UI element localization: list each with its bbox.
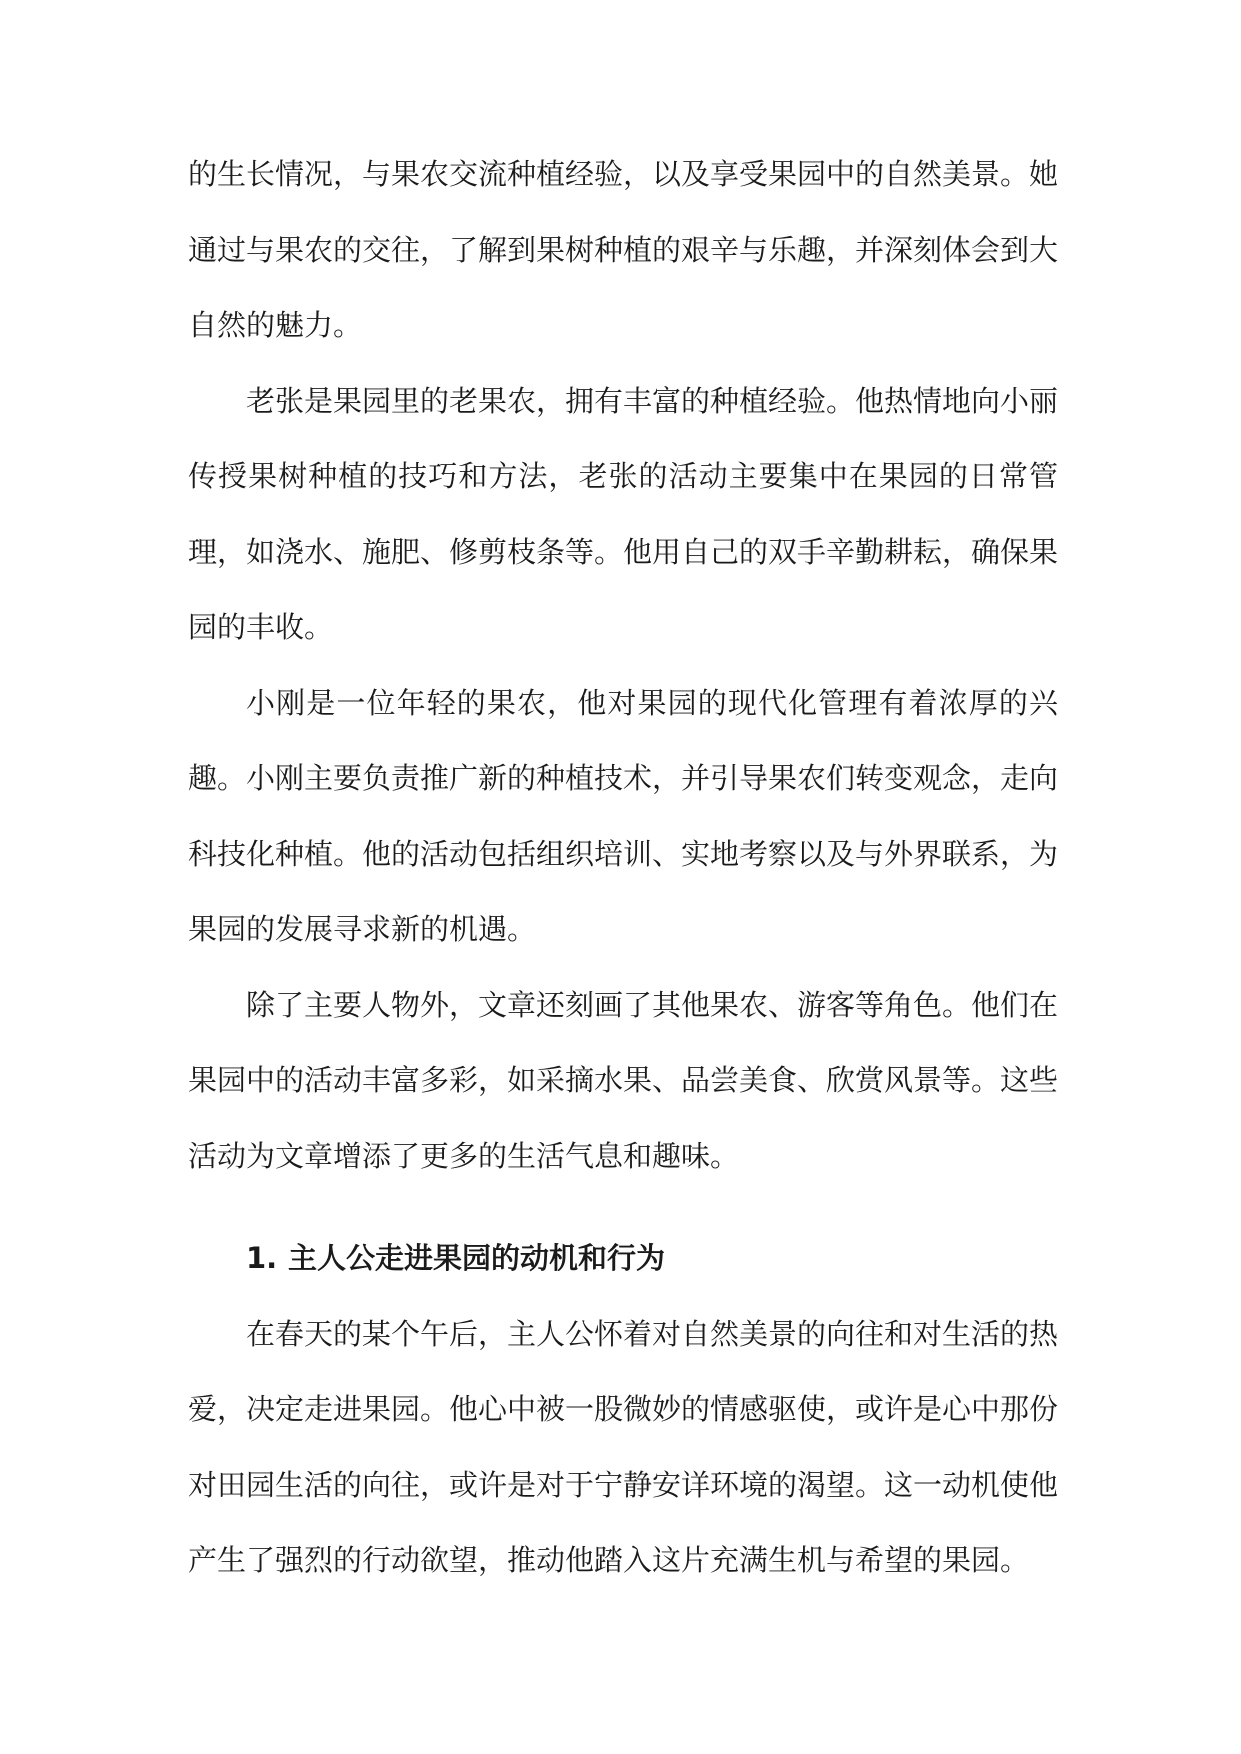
section-heading xyxy=(188,1221,1058,1297)
paragraph-continuation: 的生长情况，与果农交流种植经验，以及享受果园中的自然美景。她通过与果农的交往，了解到果树种植的艰辛与乐趣，并深刻体会到大自然的魅力。 xyxy=(188,157,1059,342)
paragraph-motivation: 在春天的某个午后，主人公怀着对自然美景的向往和对生活的热爱，决定走进果园。他心中被一股微妙的情感驱使，或许是心中那份对田园生活的向往，或许是对于宁静安详环境的渴望。这一动机使他产生了强烈的行动欲望，推动他踏入这片充满生机与希望的果园。 xyxy=(188,1316,1059,1577)
paragraph-laozhang: 老张是果园里的老果农，拥有丰富的种植经验。他热情地向小丽传授果树种植的技巧和方法，老张的活动主要集中在果园的日常管理，如浇水、施肥、修剪枝条等。他用自己的双手辛勤耕耘，确保果园的丰收。 xyxy=(188,383,1059,644)
section-number: 1. xyxy=(246,1241,278,1275)
document-body xyxy=(188,137,1058,1599)
paragraph-other-characters: 除了主要人物外，文章还刻画了其他果农、游客等角色。他们在果园中的活动丰富多彩，如采摘水果、品尝美食、欣赏风景等。这些活动为文章增添了更多的生活气息和趣味。 xyxy=(188,987,1059,1173)
paragraph-xiaogang: 小刚是一位年轻的果农，他对果园的现代化管理有着浓厚的兴趣。小刚主要负责推广新的种植技术，并引导果农们转变观念，走向科技化种植。他的活动包括组织培训、实地考察以及与外界联系，为果园的发展寻求新的机遇。 xyxy=(188,685,1059,946)
section-title: 主人公走进果园的动机和行为 xyxy=(288,1241,666,1275)
